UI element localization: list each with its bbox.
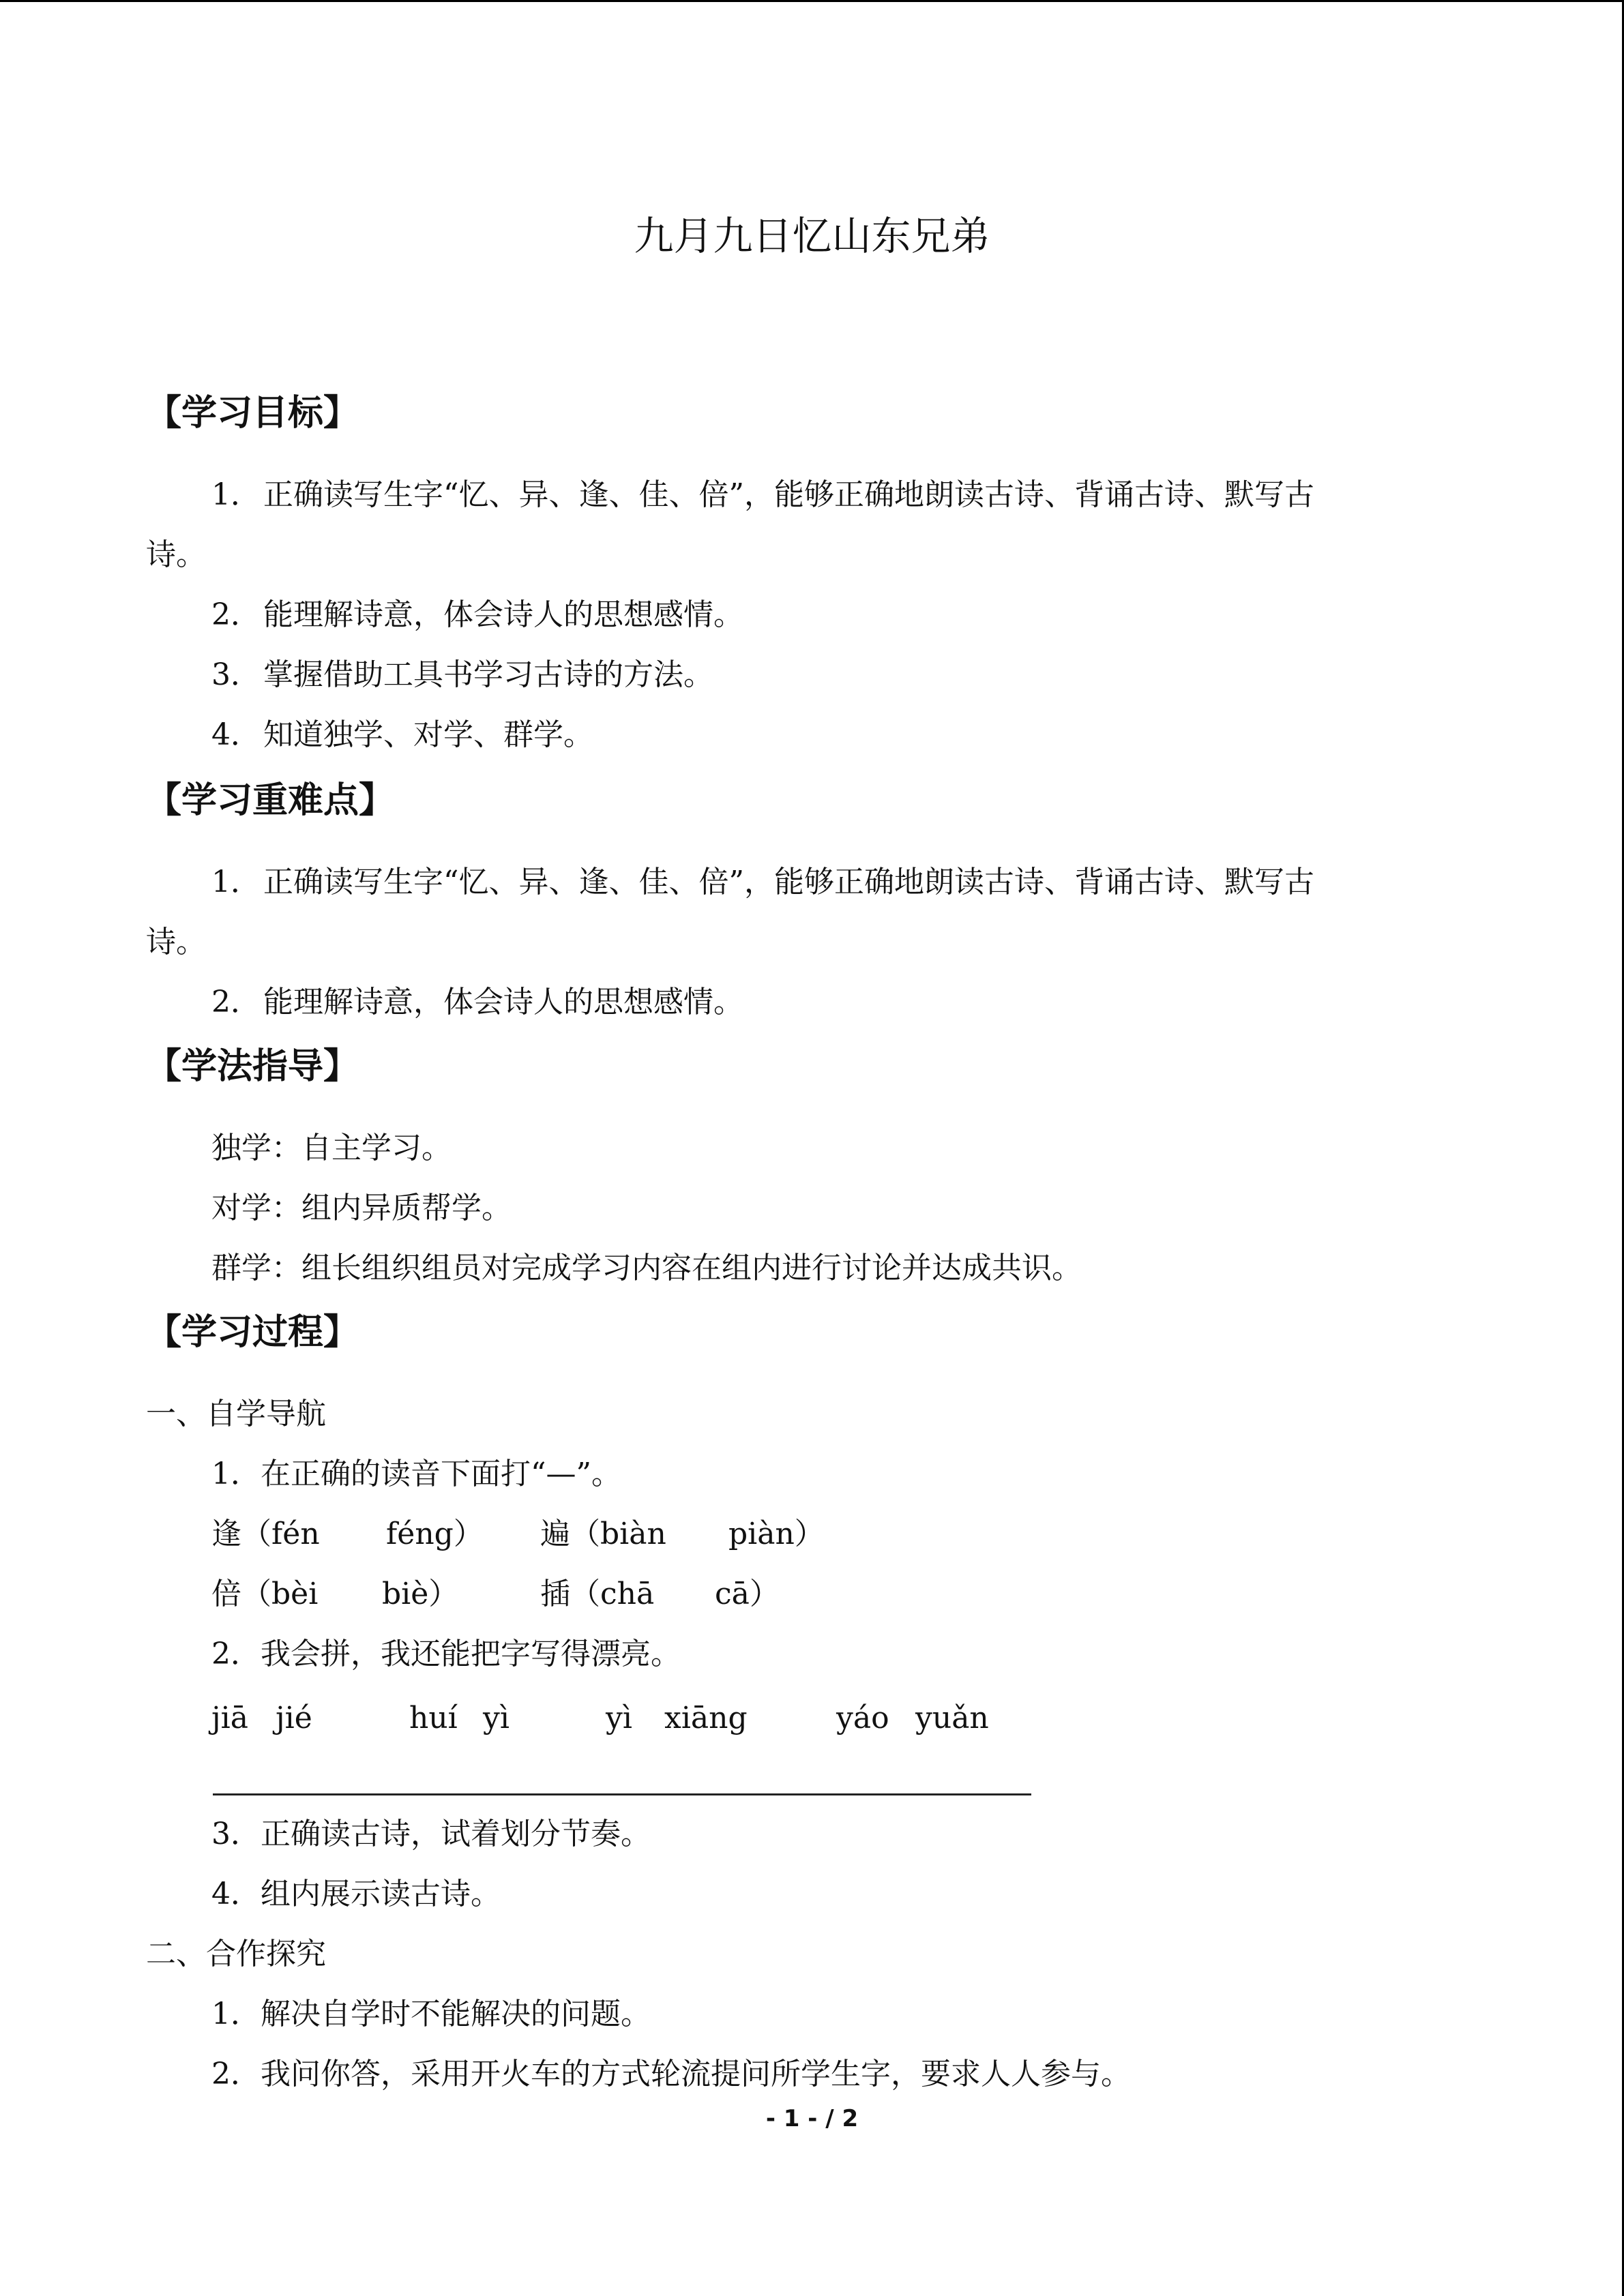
part2-q1: 1．解决自学时不能解决的问题。: [211, 1997, 651, 2031]
pinyin-syllable: yuǎn: [915, 1701, 989, 1735]
goal-item-4: 4．知道独学、对学、群学。: [211, 717, 593, 752]
part1-q1: 1．在正确的读音下面打“—”。: [211, 1457, 621, 1491]
pinyin-syllable: yì: [483, 1701, 510, 1735]
pinyin-syllable: huí: [409, 1701, 458, 1735]
pronunciation-option: 倍（bèi: [211, 1577, 319, 1611]
pronunciation-option: piàn）: [728, 1517, 825, 1551]
heading-method: 【学法指导】: [146, 1046, 359, 1087]
method-item-2: 对学：组内异质帮学。: [211, 1191, 512, 1225]
pinyin-syllable: jiā: [211, 1701, 248, 1735]
method-item-1: 独学：自主学习。: [211, 1131, 452, 1165]
pronunciation-option: cā）: [715, 1577, 780, 1611]
page-number: - 1 - / 2: [765, 2105, 859, 2132]
pronunciation-option: biè）: [382, 1577, 459, 1611]
heading-key-points: 【学习重难点】: [146, 780, 395, 821]
part1-title: 一、自学导航: [146, 1397, 326, 1431]
pinyin-syllable: yì: [606, 1701, 632, 1735]
goal-item-2: 2．能理解诗意，体会诗人的思想感情。: [211, 597, 743, 632]
part2-q2: 2．我问你答，采用开火车的方式轮流提问所学生字，要求人人参与。: [211, 2057, 1131, 2091]
pinyin-syllable: jié: [276, 1701, 312, 1735]
part2-title: 二、合作探究: [146, 1937, 326, 1971]
key-item-1-cont: 诗。: [146, 925, 206, 959]
top-border: [0, 0, 1624, 2]
page-title: 九月九日忆山东兄弟: [634, 213, 990, 259]
goal-item-1-cont: 诗。: [146, 537, 206, 572]
pronunciation-option: 逢（fén: [211, 1517, 320, 1551]
goal-item-1: 1．正确读写生字“忆、异、逢、佳、倍”，能够正确地朗读古诗、背诵古诗、默写古: [211, 477, 1314, 512]
pronunciation-option: 遍（biàn: [540, 1517, 666, 1551]
pronunciation-option: 插（chā: [540, 1577, 655, 1611]
heading-goals: 【学习目标】: [146, 393, 359, 434]
method-item-3: 群学：组长组织组员对完成学习内容在组内进行讨论并达成共识。: [211, 1251, 1082, 1285]
pronunciation-option: féng）: [386, 1517, 484, 1551]
part1-q4: 4．组内展示读古诗。: [211, 1877, 501, 1911]
pinyin-syllable: yáo: [836, 1701, 889, 1735]
pinyin-syllable: xiāng: [664, 1701, 748, 1735]
writing-line: [213, 1793, 1031, 1795]
heading-process: 【学习过程】: [146, 1312, 359, 1353]
part1-q2: 2．我会拼，我还能把字写得漂亮。: [211, 1637, 681, 1671]
part1-q3: 3．正确读古诗，试着划分节奏。: [211, 1817, 651, 1851]
key-item-2: 2．能理解诗意，体会诗人的思想感情。: [211, 985, 743, 1019]
key-item-1: 1．正确读写生字“忆、异、逢、佳、倍”，能够正确地朗读古诗、背诵古诗、默写古: [211, 865, 1314, 899]
goal-item-3: 3．掌握借助工具书学习古诗的方法。: [211, 657, 713, 692]
